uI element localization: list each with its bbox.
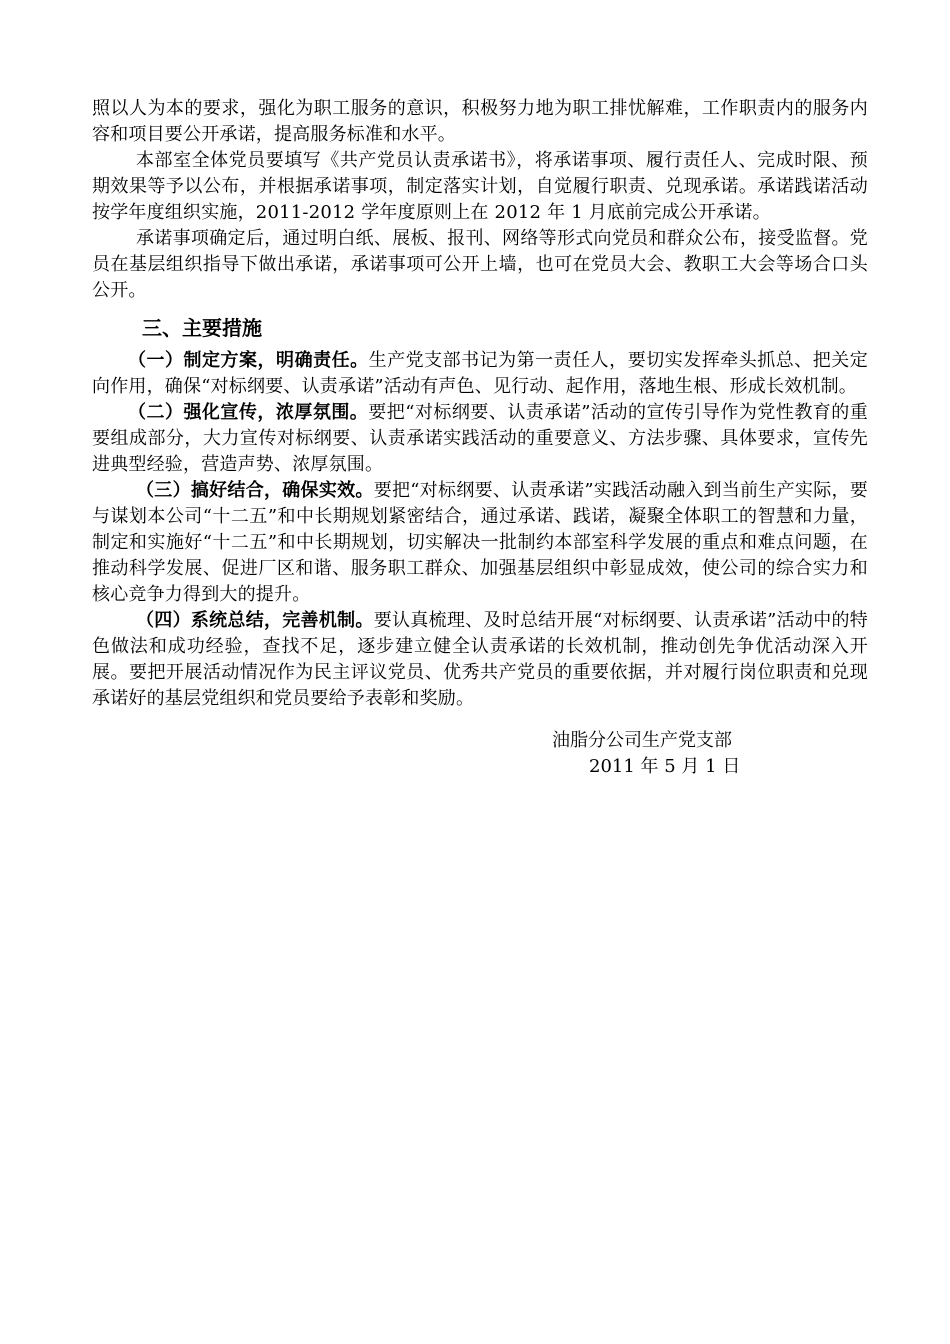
paragraph-continuation: 照以人为本的要求，强化为职工服务的意识，积极努力地为职工排忧解难，工作职责内的服务内容和项目要公开承诺，提高服务标准和水平。 bbox=[92, 98, 868, 145]
measure-item-3 bbox=[92, 478, 868, 608]
measure-item-1-lead: （一）制定方案，明确责任。 bbox=[128, 350, 369, 371]
measure-item-2-text: 要把“对标纲要、认责承诺”活动的宣传引导作为党性教育的重要组成部分，大力宣传对标纲要、认责承诺实践活动的重要意义、方法步骤、具体要求，宣传先进典型经验，营造声势、浓厚氛围。 bbox=[92, 402, 868, 475]
document-body bbox=[92, 96, 868, 780]
section-heading-main-measures: 三、主要措施 bbox=[142, 316, 262, 340]
paragraph-publication: 承诺事项确定后，通过明白纸、展板、报刊、网络等形式向党员和群众公布，接受监督。党员在基层组织指导下做出承诺，承诺事项可公开上墙，也可在党员大会、教职工大会等场合口头公开。 bbox=[92, 228, 868, 301]
measure-item-4-text: 要认真梳理、及时总结开展“对标纲要、认责承诺”活动中的特色做法和成功经验，查找不足，逐步建立健全认责承诺的长效机制，推动创先争优活动深入开展。要把开展活动情况作为民主评议党员、优秀共产党员的重要依据，并对履行岗位职责和兑现承诺好的基层党组织和党员要给予表彰和奖励。 bbox=[92, 610, 868, 709]
measure-item-2-lead: （二）强化宣传，浓厚氛围。 bbox=[128, 402, 369, 423]
measure-item-1-text: 生产党支部书记为第一责任人，要切实发挥牵头抓总、把关定向作用，确保“对标纲要、认责承诺”活动有声色、见行动、起作用，落地生根、形成长效机制。 bbox=[92, 350, 868, 397]
signature-date: 2011 年 5 月 1 日 bbox=[589, 756, 741, 777]
paragraph-commitment-form: 本部室全体党员要填写《共产党员认责承诺书》，将承诺事项、履行责任人、完成时限、预期效果等予以公布，并根据承诺事项，制定落实计划，自觉履行职责、兑现承诺。承诺践诺活动按学年度组织实施，2011-2012 学年度原则上在 2012 年 1 月底前完成公开承诺。 bbox=[92, 150, 868, 223]
measure-item-2 bbox=[92, 400, 868, 478]
measure-item-3-lead: （三）搞好结合，确保实效。 bbox=[136, 480, 374, 501]
measure-item-4 bbox=[92, 608, 868, 712]
signature-organization: 油脂分公司生产党支部 bbox=[552, 730, 732, 751]
measure-item-4-lead: （四）系统总结，完善机制。 bbox=[136, 610, 374, 631]
signature-spacer bbox=[92, 712, 868, 728]
measure-item-1 bbox=[92, 348, 868, 400]
measure-item-3-text: 要把“对标纲要、认责承诺”实践活动融入到当前生产实际，要与谋划本公司“十二五”和中长期规划紧密结合，通过承诺、践诺，凝聚全体职工的智慧和力量，制定和实施好“十二五”和中长期规划，切实解决一批制约本部室科学发展的重点和难点问题，在推动科学发展、促进厂区和谐、服务职工群众、加强基层组织中彰显成效，使公司的综合实力和核心竞争力得到大的提升。 bbox=[92, 480, 868, 605]
